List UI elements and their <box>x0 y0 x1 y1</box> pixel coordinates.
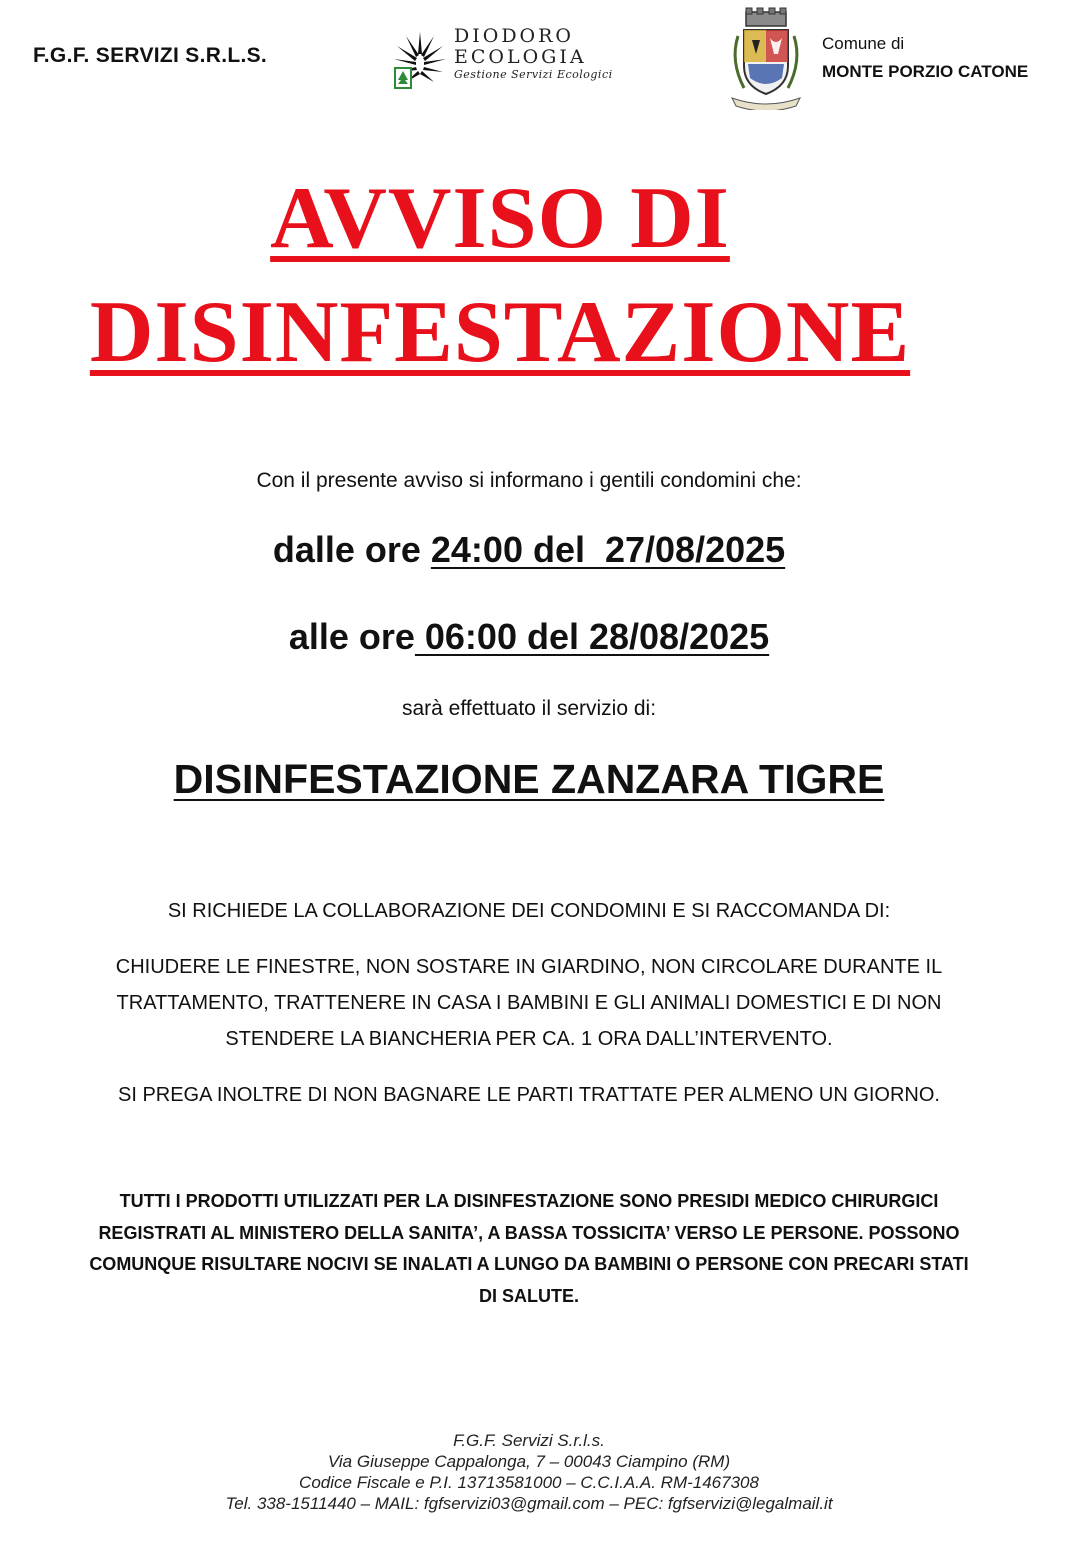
diodoro-ecologia-logo <box>392 26 642 96</box>
start-value: 24:00 del 27/08/2025 <box>430 529 786 570</box>
service-name: DISINFESTAZIONE ZANZARA TIGRE <box>173 756 885 802</box>
request-heading: SI RICHIEDE LA COLLABORAZIONE DEI CONDOMINI E SI RACCOMANDA DI: <box>167 900 891 922</box>
request-instructions: CHIUDERE LE FINESTRE, NON SOSTARE IN GIARDINO, NON CIRCOLARE DURANTE IL TRATTAMENTO, TRATTENERE IN CASA I BAMBINI E GLI ANIMALI DOMESTICI E DI NON STENDERE LA BIANCHERIA PER CA. 1 ORA DALL’INTERVENTO. <box>115 956 943 1050</box>
partner-name-line1: DIODORO <box>454 25 575 47</box>
footer-address: Via Giuseppe Cappalonga, 7 – 00043 Ciampino (RM) <box>327 1452 731 1471</box>
intro-text: Con il presente avviso si informano i gentili condomini che: <box>256 469 802 492</box>
start-prefix: dalle ore <box>272 529 431 570</box>
diodoro-ecologia-logo-icon <box>392 28 448 90</box>
end-value: 06:00 del 28/08/2025 <box>414 616 770 657</box>
footer-contacts: Tel. 338-1511440 – MAIL: fgfservizi03@gmail.com – PEC: fgfservizi@legalmail.it <box>225 1494 833 1513</box>
request-extra: SI PREGA INOLTRE DI NON BAGNARE LE PARTI TRATTATE PER ALMENO UN GIORNO. <box>117 1084 940 1106</box>
footer-company: F.G.F. Servizi S.r.l.s. <box>453 1431 605 1450</box>
comune-crest-icon <box>726 6 806 110</box>
partner-tagline: Gestione Servizi Ecologici <box>454 68 613 81</box>
end-prefix: alle ore <box>288 616 415 657</box>
company-name: F.G.F. SERVIZI S.R.L.S. <box>33 44 268 67</box>
notice-title-line1: AVVISO DI <box>270 170 730 267</box>
comune-name: MONTE PORZIO CATONE <box>822 62 1029 81</box>
service-intro: sarà effettuato il servizio di: <box>401 697 657 720</box>
end-datetime <box>0 616 1058 658</box>
partner-name-line2: ECOLOGIA <box>454 46 587 68</box>
comune-crest <box>726 6 806 110</box>
start-datetime <box>0 529 1058 571</box>
notice-title-line2: DISINFESTAZIONE <box>89 284 911 381</box>
footer-fiscal: Codice Fiscale e P.I. 13713581000 – C.C.I.A.A. RM-1467308 <box>299 1473 759 1492</box>
comune-label: Comune di <box>822 34 905 53</box>
product-warning: TUTTI I PRODOTTI UTILIZZATI PER LA DISINFESTAZIONE SONO PRESIDI MEDICO CHIRURGICI REGISTRATI AL MINISTERO DELLA SANITA’, A BASSA TOSSICITA’ VERSO LE PERSONE. POSSONO COMUNQUE RISULTARE NOCIVI SE INALATI A LUNGO DA BAMBINI O PERSONE CON PRECARI STATI DI SALUTE. <box>89 1191 969 1306</box>
comune-block <box>822 30 1028 86</box>
footer <box>0 1430 1058 1514</box>
